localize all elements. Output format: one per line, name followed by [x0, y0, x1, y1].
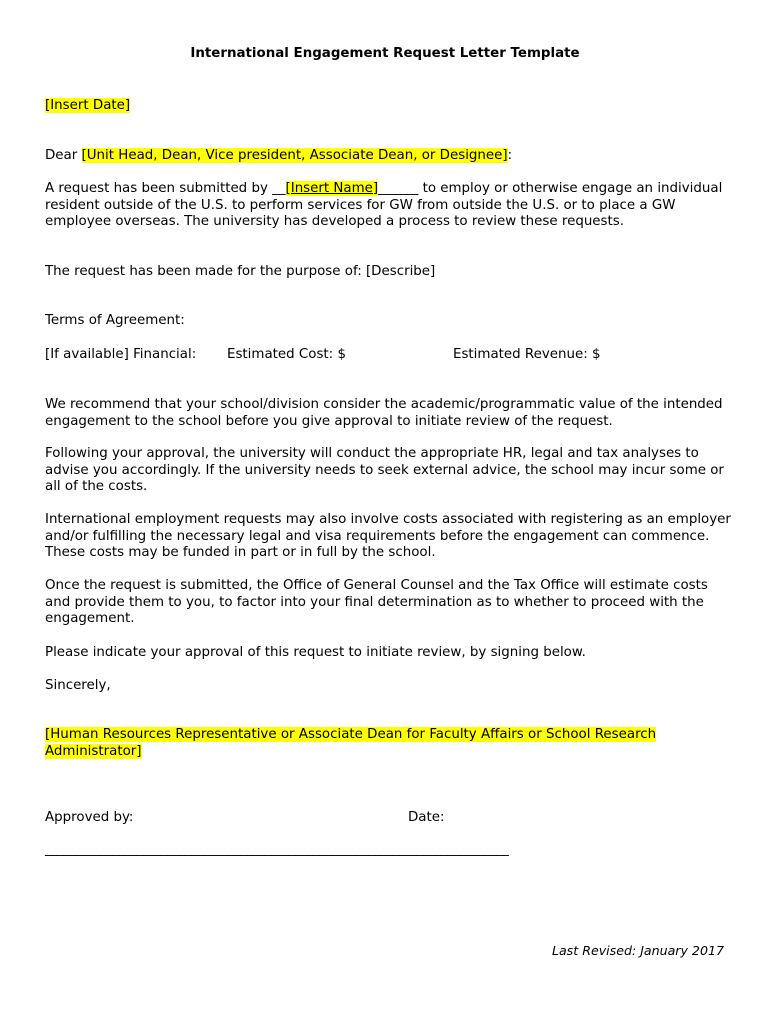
insert-date-highlight: [Insert Date] [45, 98, 131, 113]
salutation-prefix: Dear [45, 148, 82, 163]
request-line-start: A request has been submitted by __ [45, 181, 286, 196]
last-revised-footer: Last Revised: January 2017 [551, 943, 724, 958]
insert-name-highlight: [Insert Name] [285, 181, 379, 196]
signatory-placeholder [45, 727, 735, 760]
request-paragraph-rest: individual resident outside of the U.S. to perform services for GW from outside the U.S. or to place a GW employee overseas. The university has developed a process to review these requests. [45, 181, 723, 230]
request-paragraph [45, 181, 735, 231]
terms-heading: Terms of Agreement: [45, 313, 185, 328]
signature-line: ____________________________________________________________________________ [45, 842, 509, 857]
costs-paragraph: International employment requests may also involve costs associated with registering as an employer and/or fulfilling the necessary legal and visa requirements before the engagement can commence. These costs may be funded in part or in full by the school. [45, 512, 731, 561]
recommendation-paragraph: We recommend that your school/division consider the academic/programmatic value of the intended engagement to the school before you give approval to initiate review of the request. [45, 397, 723, 429]
estimated-revenue: Estimated Revenue: $ [453, 347, 601, 362]
estimated-cost: Estimated Cost: $ [227, 347, 346, 362]
approval-analysis-paragraph: Following your approval, the university will conduct the appropriate HR, legal and tax analyses to advise you accordingly. If the university needs to seek external advice, the school may incur some or all of the costs. [45, 446, 724, 495]
date-label: Date: [408, 810, 445, 825]
salutation-suffix: : [507, 148, 513, 163]
salutation-recipient-highlight: [Unit Head, Dean, Vice president, Associate Dean, or Designee] [81, 148, 508, 163]
signing-instruction: Please indicate your approval of this request to initiate review, by signing below. [45, 645, 586, 660]
salutation [45, 148, 735, 165]
request-line-end: ______ to employ or otherwise engage an [378, 181, 654, 196]
approved-by-label: Approved by: [45, 810, 134, 825]
purpose-line: The request has been made for the purpose of: [Describe] [45, 264, 436, 279]
document-title: International Engagement Request Letter Template [190, 46, 580, 61]
date-placeholder [45, 98, 735, 115]
financial-label: [If available] Financial: [45, 347, 197, 362]
signatory-highlight: [Human Resources Representative or Associate Dean for Faculty Affairs or School Research Administrator] [45, 727, 657, 759]
estimate-paragraph: Once the request is submitted, the Office of General Counsel and the Tax Office will estimate costs and provide them to you, to factor into your final determination as to whether to proceed with the engagement. [45, 578, 708, 627]
closing: Sincerely, [45, 678, 111, 693]
